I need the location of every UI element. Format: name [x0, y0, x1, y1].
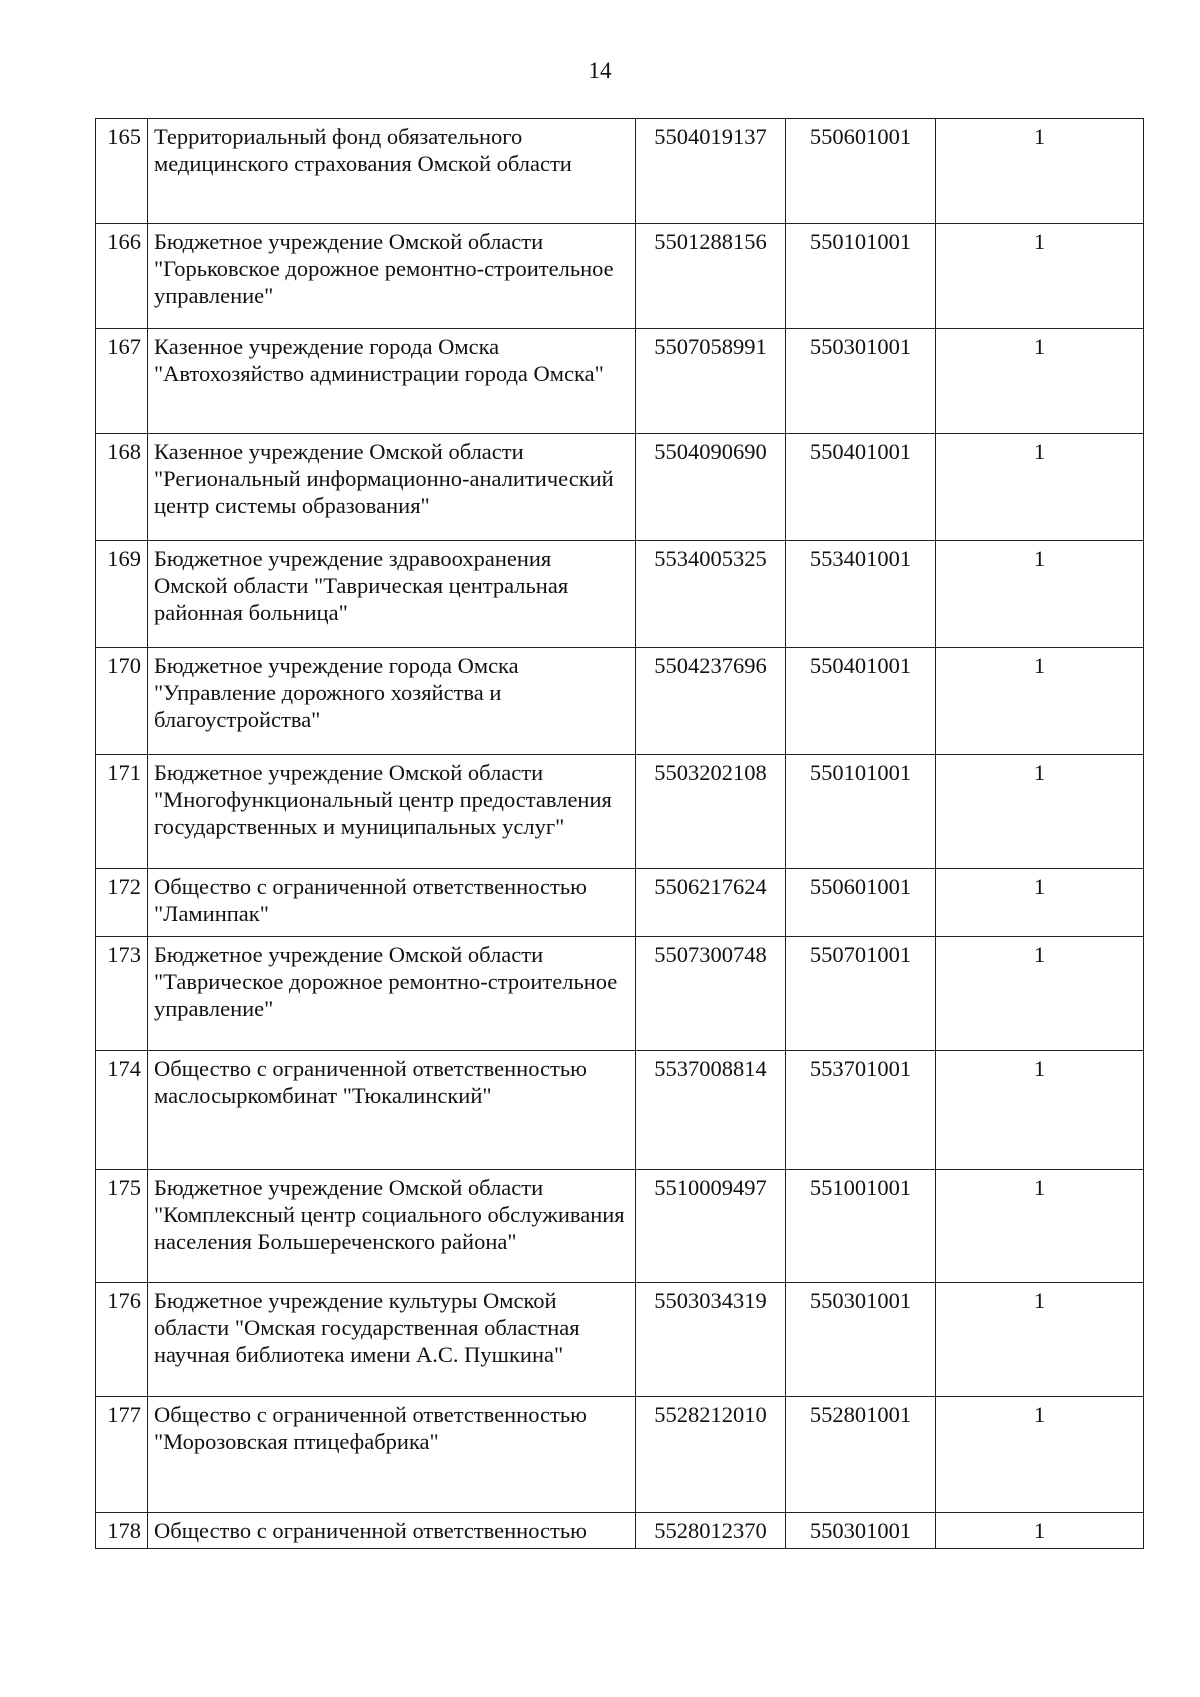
inn-value: 5507300748 [636, 937, 786, 1051]
quantity-value: 1 [936, 224, 1144, 329]
quantity-value: 1 [936, 1283, 1144, 1397]
row-number: 165 [96, 119, 148, 224]
table-row [96, 119, 1144, 224]
row-number: 174 [96, 1051, 148, 1170]
inn-value: 5503202108 [636, 755, 786, 869]
quantity-value: 1 [936, 755, 1144, 869]
quantity-value: 1 [936, 119, 1144, 224]
kpp-value: 552801001 [786, 1397, 936, 1513]
table-row [96, 1397, 1144, 1513]
row-number: 166 [96, 224, 148, 329]
inn-value: 5501288156 [636, 224, 786, 329]
inn-value: 5507058991 [636, 329, 786, 434]
inn-value: 5506217624 [636, 869, 786, 937]
kpp-value: 550401001 [786, 648, 936, 755]
organization-name: Общество с ограниченной ответственностью "Ламинпак" [148, 869, 636, 937]
table-row [96, 1051, 1144, 1170]
kpp-value: 550601001 [786, 869, 936, 937]
kpp-value: 553701001 [786, 1051, 936, 1170]
organization-name: Общество с ограниченной ответственностью [148, 1513, 636, 1549]
table-row [96, 434, 1144, 541]
table-row [96, 869, 1144, 937]
quantity-value: 1 [936, 869, 1144, 937]
row-number: 172 [96, 869, 148, 937]
row-number: 168 [96, 434, 148, 541]
row-number: 178 [96, 1513, 148, 1549]
kpp-value: 550301001 [786, 329, 936, 434]
table-row [96, 1170, 1144, 1283]
quantity-value: 1 [936, 937, 1144, 1051]
inn-value: 5503034319 [636, 1283, 786, 1397]
row-number: 177 [96, 1397, 148, 1513]
table-row [96, 224, 1144, 329]
kpp-value: 550301001 [786, 1283, 936, 1397]
organization-name: Бюджетное учреждение культуры Омской области "Омская государственная областная научная библиотека имени А.С. Пушкина" [148, 1283, 636, 1397]
quantity-value: 1 [936, 1513, 1144, 1549]
organization-name: Бюджетное учреждение Омской области "Таврическое дорожное ремонтно-строительное управление" [148, 937, 636, 1051]
organizations-table [95, 118, 1144, 1549]
inn-value: 5528212010 [636, 1397, 786, 1513]
inn-value: 5504237696 [636, 648, 786, 755]
row-number: 170 [96, 648, 148, 755]
organization-name: Казенное учреждение Омской области "Региональный информационно-аналитический центр системы образования" [148, 434, 636, 541]
organization-name: Бюджетное учреждение Омской области "Комплексный центр социального обслуживания населения Большереченского района" [148, 1170, 636, 1283]
quantity-value: 1 [936, 434, 1144, 541]
kpp-value: 551001001 [786, 1170, 936, 1283]
row-number: 173 [96, 937, 148, 1051]
kpp-value: 550101001 [786, 224, 936, 329]
page-number: 14 [588, 58, 612, 83]
inn-value: 5534005325 [636, 541, 786, 648]
organization-name: Общество с ограниченной ответственностью маслосыркомбинат "Тюкалинский" [148, 1051, 636, 1170]
table-row [96, 755, 1144, 869]
table-row [96, 1283, 1144, 1397]
inn-value: 5504090690 [636, 434, 786, 541]
kpp-value: 550101001 [786, 755, 936, 869]
kpp-value: 550601001 [786, 119, 936, 224]
organization-name: Казенное учреждение города Омска "Автохозяйство администрации города Омска" [148, 329, 636, 434]
quantity-value: 1 [936, 541, 1144, 648]
inn-value: 5528012370 [636, 1513, 786, 1549]
organization-name: Бюджетное учреждение здравоохранения Омской области "Таврическая центральная районная больница" [148, 541, 636, 648]
quantity-value: 1 [936, 1397, 1144, 1513]
kpp-value: 550701001 [786, 937, 936, 1051]
organization-name: Бюджетное учреждение Омской области "Горьковское дорожное ремонтно-строительное управление" [148, 224, 636, 329]
quantity-value: 1 [936, 1170, 1144, 1283]
table-row [96, 648, 1144, 755]
table-row [96, 937, 1144, 1051]
kpp-value: 550401001 [786, 434, 936, 541]
quantity-value: 1 [936, 648, 1144, 755]
quantity-value: 1 [936, 1051, 1144, 1170]
organization-name: Общество с ограниченной ответственностью "Морозовская птицефабрика" [148, 1397, 636, 1513]
table-row [96, 329, 1144, 434]
quantity-value: 1 [936, 329, 1144, 434]
row-number: 175 [96, 1170, 148, 1283]
table-row [96, 1513, 1144, 1549]
organization-name: Бюджетное учреждение города Омска "Управление дорожного хозяйства и благоустройства" [148, 648, 636, 755]
inn-value: 5537008814 [636, 1051, 786, 1170]
organization-name: Территориальный фонд обязательного медицинского страхования Омской области [148, 119, 636, 224]
kpp-value: 553401001 [786, 541, 936, 648]
inn-value: 5510009497 [636, 1170, 786, 1283]
row-number: 169 [96, 541, 148, 648]
row-number: 176 [96, 1283, 148, 1397]
organization-name: Бюджетное учреждение Омской области "Многофункциональный центр предоставления государственных и муниципальных услуг" [148, 755, 636, 869]
kpp-value: 550301001 [786, 1513, 936, 1549]
row-number: 167 [96, 329, 148, 434]
row-number: 171 [96, 755, 148, 869]
inn-value: 5504019137 [636, 119, 786, 224]
table-row [96, 541, 1144, 648]
